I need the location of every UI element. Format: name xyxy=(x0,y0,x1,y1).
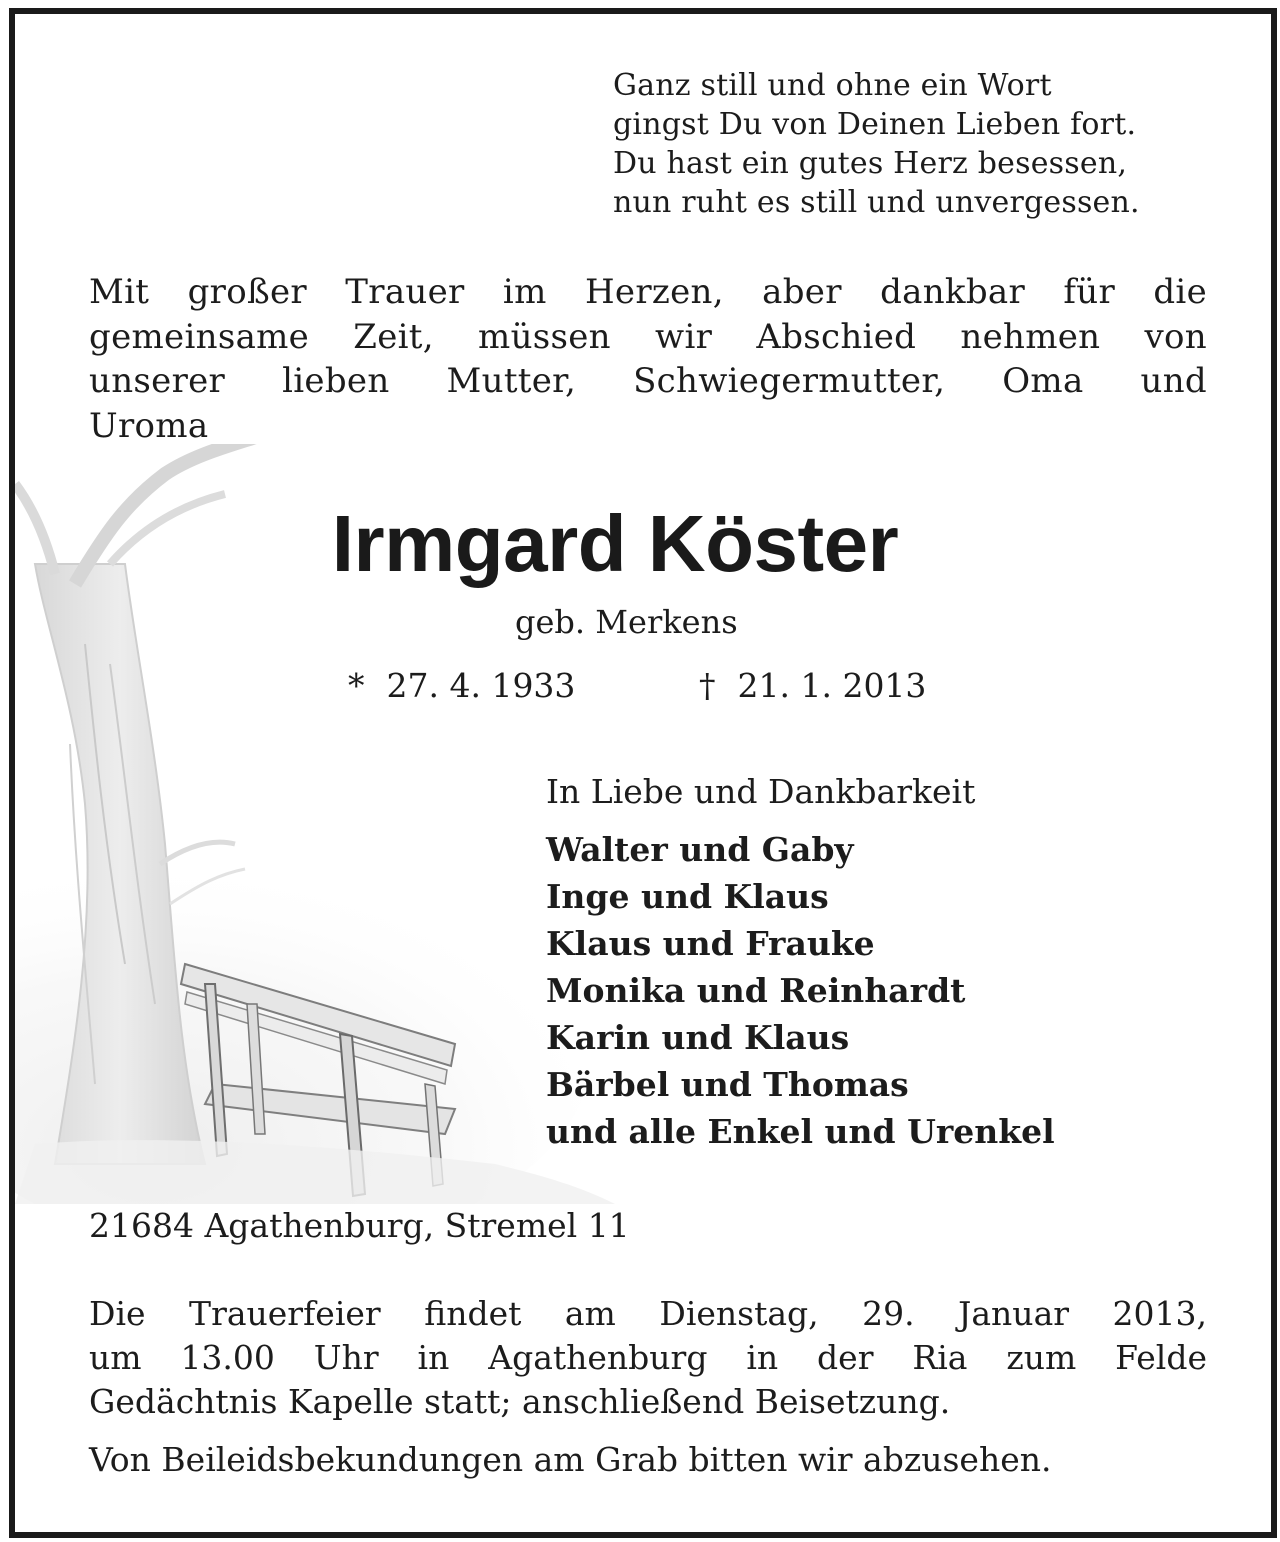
death-date-line xyxy=(699,666,926,706)
birth-symbol: * xyxy=(348,666,365,705)
mourners-list xyxy=(546,826,1055,1155)
address: 21684 Agathenburg, Stremel 11 xyxy=(89,1206,630,1245)
mourners-heading: In Liebe und Dankbarkeit xyxy=(546,772,976,811)
birth-date: 27. 4. 1933 xyxy=(386,666,576,705)
closing-note: Von Beileidsbekundungen am Grab bitten wir abzusehen. xyxy=(89,1440,1052,1479)
intro-line: gemeinsame Zeit, müssen wir Abschied nehmen von xyxy=(89,316,1207,357)
obituary-notice xyxy=(9,8,1277,1538)
maiden-name: geb. Merkens xyxy=(515,603,738,641)
mourner-entry: Bärbel und Thomas xyxy=(546,1065,909,1104)
mourner-entry: Inge und Klaus xyxy=(546,877,829,916)
poem-line: Du hast ein gutes Herz besessen, xyxy=(613,146,1128,181)
intro-line: Mit großer Trauer im Herzen, aber dankbar für die xyxy=(89,272,1207,312)
ceremony-line: um 13.00 Uhr in Agathenburg in der Ria zum Felde xyxy=(89,1338,1207,1377)
poem-line: nun ruht es still und unvergessen. xyxy=(613,185,1140,220)
mourner-entry: Walter und Gaby xyxy=(546,830,854,869)
mourner-entry: Klaus und Frauke xyxy=(546,924,875,963)
poem xyxy=(613,66,1140,222)
ceremony-line: Gedächtnis Kapelle statt; anschließend Beisetzung. xyxy=(89,1382,951,1421)
mourner-entry: und alle Enkel und Urenkel xyxy=(546,1112,1055,1151)
death-date: 21. 1. 2013 xyxy=(737,666,927,705)
ceremony-line: Die Trauerfeier findet am Dienstag, 29. Januar 2013, xyxy=(89,1294,1207,1333)
birth-date-line xyxy=(348,666,575,706)
cross-icon: † xyxy=(699,666,716,705)
poem-line: gingst Du von Deinen Lieben fort. xyxy=(613,107,1137,142)
poem-line: Ganz still und ohne ein Wort xyxy=(613,68,1052,103)
intro-line: Uroma xyxy=(89,405,209,446)
mourner-entry: Monika und Reinhardt xyxy=(546,971,966,1010)
deceased-name: Irmgard Köster xyxy=(331,499,899,588)
mourner-entry: Karin und Klaus xyxy=(546,1018,850,1057)
intro-line: unserer lieben Mutter, Schwiegermutter, Oma und xyxy=(89,361,1207,401)
ceremony-paragraph xyxy=(89,1292,1207,1424)
intro-paragraph xyxy=(89,270,1207,448)
